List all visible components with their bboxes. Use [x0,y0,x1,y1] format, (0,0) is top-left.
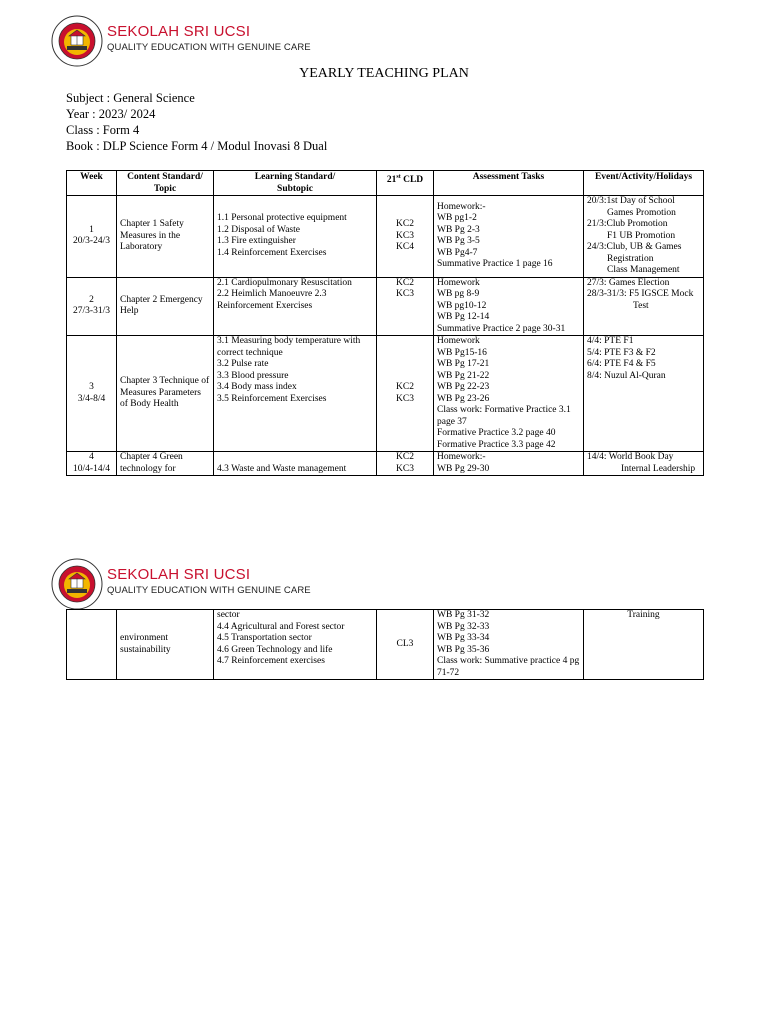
topic-cell: Chapter 2 Emergency Help [117,277,214,336]
school-tagline: QUALITY EDUCATION WITH GENUINE CARE [107,42,311,53]
school-name: SEKOLAH SRI UCSI [107,23,251,40]
week-cell: 1 20/3-24/3 [67,196,117,278]
subject-line: Subject : General Science [66,91,195,105]
table-row [67,452,704,476]
cld-cell: KC2 KC3 KC4 [377,196,434,278]
topic-cell: environment sustainability [117,610,214,680]
event-cell: 20/3:1st Day of School Games Promotion 21/3:Club Promotion F1 UB Promotion 24/3:Club, UB & Games Registration Class Management [584,196,704,278]
cld-cell: KC2 KC3 [377,452,434,476]
week-cell: 3 3/4-8/4 [67,336,117,452]
topic-cell: Chapter 1 Safety Measures in the Laboratory [117,196,214,278]
week-cell: 4 10/4-14/4 [67,452,117,476]
learning-cell: 1.1 Personal protective equipment 1.2 Disposal of Waste 1.3 Fire extinguisher 1.4 Reinforcement Exercises [214,196,377,278]
school-tagline: QUALITY EDUCATION WITH GENUINE CARE [107,585,311,596]
header-week: Week [67,171,117,196]
learning-cell: 2.1 Cardiopulmonary Resuscitation 2.2 Heimlich Manoeuvre 2.3 Reinforcement Exercises [214,277,377,336]
topic-cell: Chapter 4 Green technology for [117,452,214,476]
assessment-cell: Homework:- WB Pg 29-30 [434,452,584,476]
table-row [67,196,704,278]
plan-details [66,90,327,154]
school-logo-icon [51,15,103,67]
class-line: Class : Form 4 [66,123,140,137]
table-header-row [67,171,704,196]
page-title: YEARLY TEACHING PLAN [299,66,469,81]
header-assessment: Assessment Tasks [434,171,584,196]
event-cell: 4/4: PTE F1 5/4: PTE F3 & F2 6/4: PTE F4 & F5 8/4: Nuzul Al-Quran [584,336,704,452]
school-name: SEKOLAH SRI UCSI [107,566,251,583]
cld-cell: KC2 KC3 [377,277,434,336]
school-header [51,15,351,65]
assessment-cell: WB Pg 31-32 WB Pg 32-33 WB Pg 33-34 WB Pg 35-36 Class work: Summative practice 4 pg 71-72 [434,610,584,680]
event-cell: Training [584,610,704,680]
header-learning: Learning Standard/ Subtopic [214,171,377,196]
cld-cell: KC2 KC3 [377,336,434,452]
learning-cell: sector 4.4 Agricultural and Forest sector 4.5 Transportation sector 4.6 Green Technology and life 4.7 Reinforcement exercises [214,610,377,680]
header-content: Content Standard/ Topic [117,171,214,196]
school-header [51,558,351,608]
year-line: Year : 2023/ 2024 [66,107,156,121]
event-cell: 14/4: World Book Day Internal Leadership [584,452,704,476]
assessment-cell: Homework WB pg 8-9 WB pg10-12 WB Pg 12-14 Summative Practice 2 page 30-31 [434,277,584,336]
table-row [67,610,704,680]
week-cell [67,610,117,680]
header-cld: 21st CLD [377,171,434,196]
week-cell: 2 27/3-31/3 [67,277,117,336]
assessment-cell: Homework:- WB pg1-2 WB Pg 2-3 WB Pg 3-5 WB Pg4-7 Summative Practice 1 page 16 [434,196,584,278]
teaching-plan-table [66,170,704,476]
school-logo-icon [51,558,103,610]
event-cell: 27/3: Games Election 28/3-31/3: F5 IGSCE Mock Test [584,277,704,336]
learning-cell: 4.3 Waste and Waste management [214,452,377,476]
assessment-cell: Homework WB Pg15-16 WB Pg 17-21 WB Pg 21-22 WB Pg 22-23 WB Pg 23-26 Class work: Formative Practice 3.1 page 37 Formative Practice 3.2 page 40 Formative Practice 3.3 page 42 [434,336,584,452]
learning-cell: 3.1 Measuring body temperature with correct technique 3.2 Pulse rate 3.3 Blood pressure 3.4 Body mass index 3.5 Reinforcement Exercises [214,336,377,452]
table-row [67,277,704,336]
cld-cell: CL3 [377,610,434,680]
book-line: Book : DLP Science Form 4 / Modul Inovasi 8 Dual [66,139,328,153]
header-event: Event/Activity/Holidays [584,171,704,196]
teaching-plan-continuation-table [66,609,704,680]
table-row [67,336,704,452]
topic-cell: Chapter 3 Technique of Measures Parameters of Body Health [117,336,214,452]
